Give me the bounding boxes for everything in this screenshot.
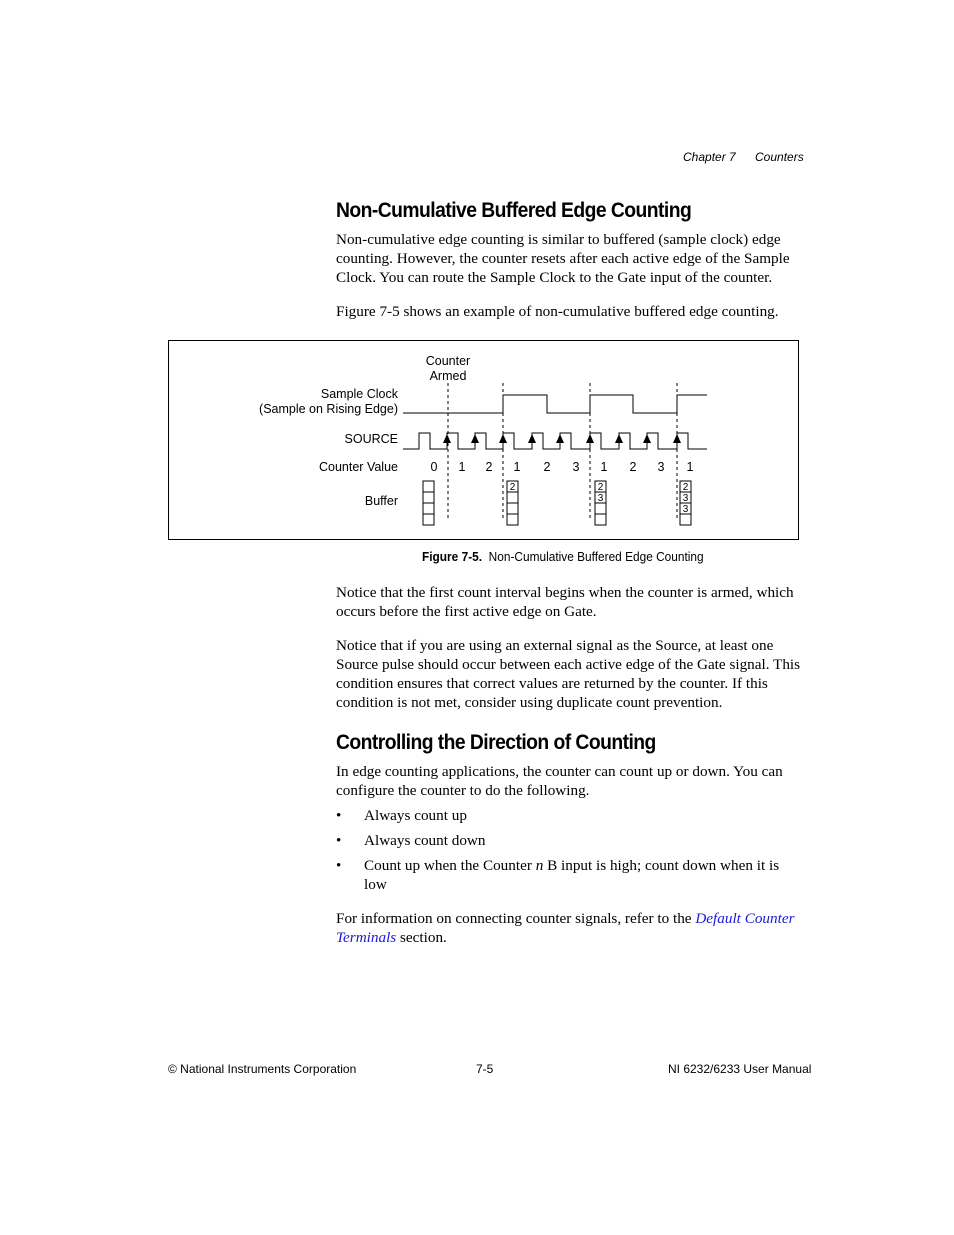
counter-value-label: 1 (686, 460, 694, 474)
buffer-cell-value: 3 (597, 493, 604, 504)
rising-edge-arrow (615, 434, 623, 443)
buffer-cell (423, 492, 434, 503)
rising-edge-arrow (443, 434, 451, 443)
buffer-cell (595, 503, 606, 514)
bullet-text-part: Count up when the Counter (364, 857, 536, 874)
paragraph-figure-ref: Figure 7-5 shows an example of non-cumulative buffered edge counting. (336, 303, 779, 320)
counter-value-label: 2 (629, 460, 637, 474)
counter-value-label: 0 (430, 460, 438, 474)
bullet-marker: • (336, 857, 342, 874)
figure-caption-number: Figure 7-5. (422, 550, 483, 564)
counter-value-label: 3 (657, 460, 665, 474)
label-source: SOURCE (344, 432, 398, 446)
buffer-cell (680, 514, 691, 525)
buffer-cell (423, 481, 434, 492)
buffer-cell (507, 503, 518, 514)
counter-value-label: 2 (543, 460, 551, 474)
sample-clock-waveform (403, 395, 707, 413)
bullet-text-variable: n (535, 857, 544, 874)
label-counter-armed-2: Armed (429, 369, 467, 383)
paragraph-reference (336, 909, 802, 947)
label-sample-clock-1: Sample Clock (320, 387, 398, 401)
label-counter-value: Counter Value (319, 460, 398, 474)
buffer-column (680, 481, 691, 525)
counter-value-label: 1 (600, 460, 608, 474)
footer-manual-title: NI 6232/6233 User Manual (668, 1062, 812, 1076)
buffer-cell (507, 514, 518, 525)
default-counter-terminals-link[interactable]: Default Counter Terminals (336, 910, 795, 946)
rising-edge-arrow (471, 434, 479, 443)
rising-edge-arrow (556, 434, 564, 443)
reference-text: section. (396, 929, 447, 946)
footer-copyright-text: © National Instruments Corporation (168, 1062, 357, 1076)
paragraph-direction-intro: In edge counting applications, the counter can count up or down. You can configure the counter to do the following. (336, 763, 783, 799)
rising-edge-arrow (499, 434, 507, 443)
buffer-cell (595, 514, 606, 525)
reference-text: For information on connecting counter signals, refer to the (336, 910, 696, 927)
bullet-marker: • (336, 807, 342, 824)
timing-diagram (169, 341, 798, 539)
label-counter-armed-1: Counter (425, 354, 471, 368)
counter-value-label: 3 (572, 460, 580, 474)
buffer-cell-value: 2 (509, 482, 516, 493)
counter-value-label: 1 (513, 460, 521, 474)
running-header-chapter: Chapter 7 (683, 150, 736, 164)
rising-edge-arrow (586, 434, 594, 443)
buffer-cell (423, 514, 434, 525)
buffer-cell (507, 492, 518, 503)
section-heading-non-cumulative: Non-Cumulative Buffered Edge Counting (336, 199, 692, 222)
section-heading-direction: Controlling the Direction of Counting (336, 731, 656, 754)
buffer-cell-value: 3 (682, 493, 689, 504)
label-buffer: Buffer (364, 494, 398, 508)
buffer-column (507, 481, 518, 525)
buffer-cell-value: 2 (682, 482, 689, 493)
bullet-text: Always count up (364, 807, 467, 824)
paragraph-note-1: Notice that the first count interval begins when the counter is armed, which occurs before the first active edge on Gate. (336, 584, 794, 620)
figure-caption (422, 550, 704, 564)
buffer-cell-value: 3 (682, 504, 689, 515)
rising-edge-arrow (528, 434, 536, 443)
rising-edge-arrow (643, 434, 651, 443)
bullet-text (364, 856, 800, 894)
buffer-column (423, 481, 434, 525)
timing-diagram-figure (168, 340, 799, 540)
paragraph-note-2: Notice that if you are using an external signal as the Source, at least one Source pulse should occur between each active edge of the Gate signal. This condition ensures that correct values are returned by the counter. If this condition is not met, consider using duplicate count prevention. (336, 637, 801, 711)
footer-page-number: 7-5 (476, 1062, 494, 1076)
paragraph-intro: Non-cumulative edge counting is similar to buffered (sample clock) edge counting. However, the counter resets after each active edge of the Sample Clock. You can route the Sample Clock to the Gate input of the counter. (336, 231, 790, 286)
bullet-text: Always count down (364, 832, 486, 849)
bullet-marker: • (336, 832, 342, 849)
footer-copyright (168, 1062, 356, 1076)
buffer-cell-value: 2 (597, 482, 604, 493)
buffer-column (595, 481, 606, 525)
counter-value-label: 1 (458, 460, 466, 474)
rising-edge-arrow (673, 434, 681, 443)
label-sample-clock-2: (Sample on Rising Edge) (259, 402, 398, 416)
buffer-cell (423, 503, 434, 514)
bullet-text-part: B input is high; count down when it is low (364, 857, 780, 893)
counter-value-label: 2 (485, 460, 493, 474)
figure-caption-text: Non-Cumulative Buffered Edge Counting (488, 550, 704, 564)
running-header-section: Counters (755, 150, 804, 164)
